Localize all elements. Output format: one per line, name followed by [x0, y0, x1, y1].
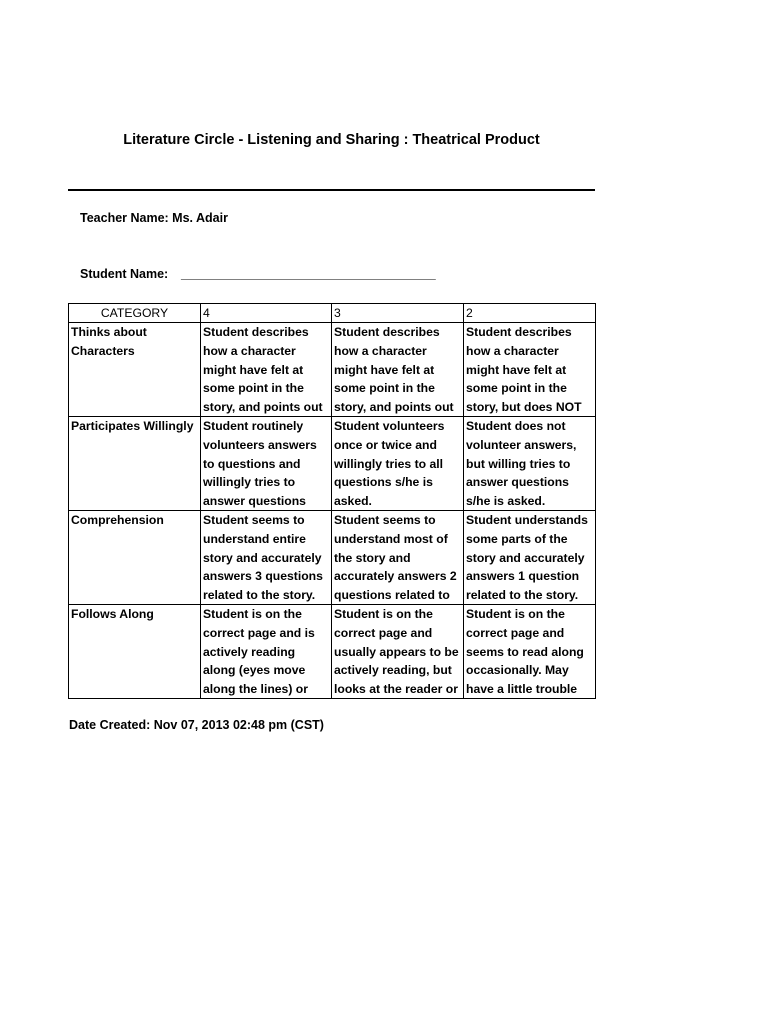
student-name-label: Student Name: — [80, 267, 169, 281]
score-4-cell: Student routinely volunteers answers to questions and willingly tries to answer questions — [201, 417, 332, 511]
score-3-cell: Student is on the correct page and usually appears to be actively reading, but looks at the reader or — [332, 605, 464, 699]
category-cell: Follows Along — [69, 605, 201, 699]
score-4-cell: Student is on the correct page and is actively reading along (eyes move along the lines) or — [201, 605, 332, 699]
table-row — [69, 323, 596, 417]
student-name-blank: ________________________________________ — [181, 267, 436, 281]
category-cell: Thinks about Characters — [69, 323, 201, 417]
score-4-cell: Student seems to understand entire story and accurately answers 3 questions related to the story. — [201, 511, 332, 605]
score-2-cell: Student understands some parts of the story and accurately answers 1 question related to the story. — [464, 511, 596, 605]
table-row — [69, 511, 596, 605]
table-row — [69, 605, 596, 699]
score-3-cell: Student describes how a character might have felt at some point in the story, and points out — [332, 323, 464, 417]
teacher-name: Teacher Name: Ms. Adair — [80, 211, 228, 225]
category-cell: Comprehension — [69, 511, 201, 605]
score-2-cell: Student does not volunteer answers, but willing tries to answer questions s/he is asked. — [464, 417, 596, 511]
header-score-3: 3 — [332, 304, 464, 323]
category-cell: Participates Willingly — [69, 417, 201, 511]
score-3-cell: Student seems to understand most of the story and accurately answers 2 questions related to — [332, 511, 464, 605]
document-title: Literature Circle - Listening and Sharing : Theatrical Product — [123, 132, 540, 148]
table-header-row — [69, 304, 596, 323]
score-2-cell: Student describes how a character might have felt at some point in the story, but does NOT — [464, 323, 596, 417]
rubric-table — [68, 303, 596, 699]
date-created: Date Created: Nov 07, 2013 02:48 pm (CST) — [69, 718, 324, 732]
header-category: CATEGORY — [69, 304, 201, 323]
header-score-4: 4 — [201, 304, 332, 323]
title-divider — [68, 189, 595, 191]
score-2-cell: Student is on the correct page and seems to read along occasionally. May have a little trouble — [464, 605, 596, 699]
header-score-2: 2 — [464, 304, 596, 323]
score-4-cell: Student describes how a character might have felt at some point in the story, and points out — [201, 323, 332, 417]
table-row — [69, 417, 596, 511]
score-3-cell: Student volunteers once or twice and willingly tries to all questions s/he is asked. — [332, 417, 464, 511]
